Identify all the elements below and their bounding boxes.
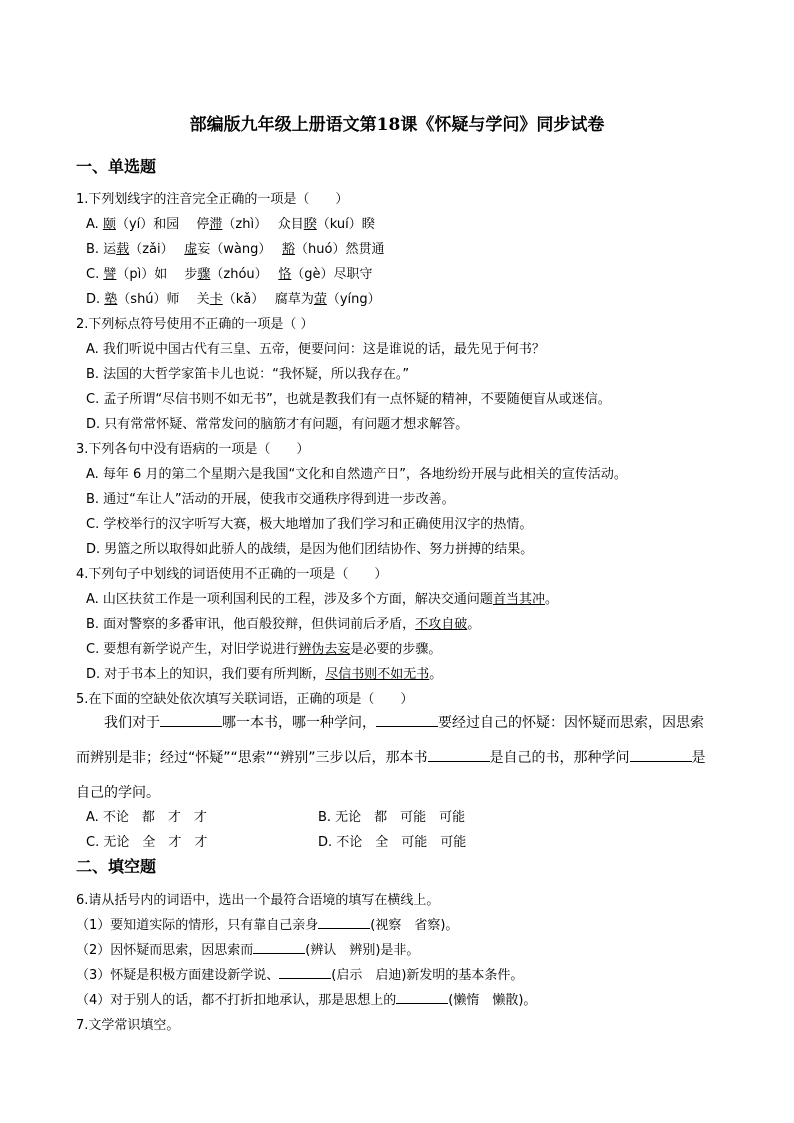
- question-6-item-2: （2）因怀疑而思索，因思索而 (辨认 辨别)是非。: [76, 943, 420, 958]
- question-4-option-b: B. 面对警察的多番审讯，他百般狡辩，但供词前后矛盾，不攻自破。: [86, 617, 481, 632]
- question-3-option-b: B. 通过“车让人”活动的开展，使我市交通秩序得到进一步改善。: [86, 492, 455, 507]
- question-4-stem: 4.下列句子中划线的词语使用不正确的一项是（ ）: [76, 567, 388, 582]
- fill-blank[interactable]: [253, 941, 305, 954]
- question-2-stem: 2.下列标点符号使用不正确的一项是（ ）: [76, 317, 314, 332]
- fill-blank[interactable]: [376, 714, 438, 727]
- fill-blank[interactable]: [318, 916, 370, 929]
- question-1-option-a: A. 颐（yí）和园 停滞（zhì） 众目睽（kuí）睽: [86, 217, 375, 232]
- question-6-item-1: （1）要知道实际的情形，只有靠自己亲身 (视察 省察)。: [76, 918, 459, 933]
- page-title: 部编版九年级上册语文第18课《怀疑与学问》同步试卷: [189, 115, 605, 135]
- question-2-option-d: D. 只有常常怀疑、常常发问的脑筋才有问题，有问题才想求解答。: [86, 417, 469, 432]
- question-1-option-b: B. 运载（zǎi） 虚妄（wàng） 豁（huó）然贯通: [86, 242, 385, 257]
- question-7-stem: 7.文学常识填空。: [76, 1018, 180, 1033]
- question-4-option-c: C. 要想有新学说产生，对旧学说进行辨伪去妄是必要的步骤。: [86, 642, 442, 657]
- fill-blank[interactable]: [160, 714, 222, 727]
- fill-blank[interactable]: [428, 749, 490, 762]
- question-6-item-4: （4）对于别人的话，都不打折扣地承认，那是思想上的 (懒惰 懒散)。: [76, 993, 537, 1008]
- question-3-option-c: C. 学校举行的汉字听写大赛，极大地增加了我们学习和正确使用汉字的热情。: [86, 517, 533, 532]
- question-5-option-d: D. 不论 全 可能 可能: [318, 835, 467, 850]
- question-5-option-a: A. 不论 都 才 才: [86, 810, 207, 825]
- question-2-option-a: A. 我们听说中国古代有三皇、五帝，便要问问：这是谁说的话，最先见于何书？: [86, 342, 545, 357]
- question-1-option-c: C. 譬（pì）如 步骤（zhóu） 恪（gè）尽职守: [86, 267, 373, 282]
- section-heading-fill-in: 二、填空题: [76, 857, 157, 876]
- question-1-stem: 1.下列划线字的注音完全正确的一项是（ ）: [76, 192, 349, 207]
- fill-blank[interactable]: [630, 749, 692, 762]
- question-3-option-d: D. 男篮之所以取得如此骄人的战绩，是因为他们团结协作、努力拼搏的结果。: [86, 542, 534, 557]
- question-5-option-b: B. 无论 都 可能 可能: [318, 810, 466, 825]
- fill-blank[interactable]: [279, 966, 331, 979]
- question-2-option-b: B. 法国的大哲学家笛卡儿也说：“我怀疑，所以我存在。”: [86, 367, 410, 382]
- question-4-option-a: A. 山区扶贫工作是一项利国利民的工程，涉及多个方面，解决交通问题首当其冲。: [86, 592, 558, 607]
- question-3-option-a: A. 每年 6 月的第二个星期六是我国“文化和自然遗产日”，各地纷纷开展与此相关的宣传活动。: [86, 467, 627, 482]
- question-5-option-c: C. 无论 全 才 才: [86, 835, 208, 850]
- question-5-passage: 我们对于 哪一本书，哪一种学问， 要经过自己的怀疑：因怀疑而思索，因思索 而辨别是非；经过“怀疑”“思索”“辨别”三步以后，那本书 是自己的书，那种学问 是 自己的学问。: [76, 715, 706, 801]
- question-6-stem: 6.请从括号内的词语中，选出一个最符合语境的填写在横线上。: [76, 893, 440, 908]
- question-1-option-d: D. 塾（shú）师 关卡（kǎ） 腐草为萤（yíng）: [86, 292, 381, 307]
- question-2-option-c: C. 孟子所谓“尽信书则不如无书”，也就是教我们有一点怀疑的精神，不要随便盲从或迷信。: [86, 392, 611, 407]
- question-3-stem: 3.下列各句中没有语病的一项是（ ）: [76, 442, 310, 457]
- question-6-item-3: （3）怀疑是积极方面建设新学说、 (启示 启迪)新发明的基本条件。: [76, 968, 524, 983]
- section-heading-single-choice: 一、单选题: [76, 157, 157, 176]
- question-4-option-d: D. 对于书本上的知识，我们要有所判断，尽信书则不如无书。: [86, 667, 443, 682]
- fill-blank[interactable]: [396, 991, 448, 1004]
- question-5-stem: 5.在下面的空缺处依次填写关联词语，正确的项是（ ）: [76, 692, 414, 707]
